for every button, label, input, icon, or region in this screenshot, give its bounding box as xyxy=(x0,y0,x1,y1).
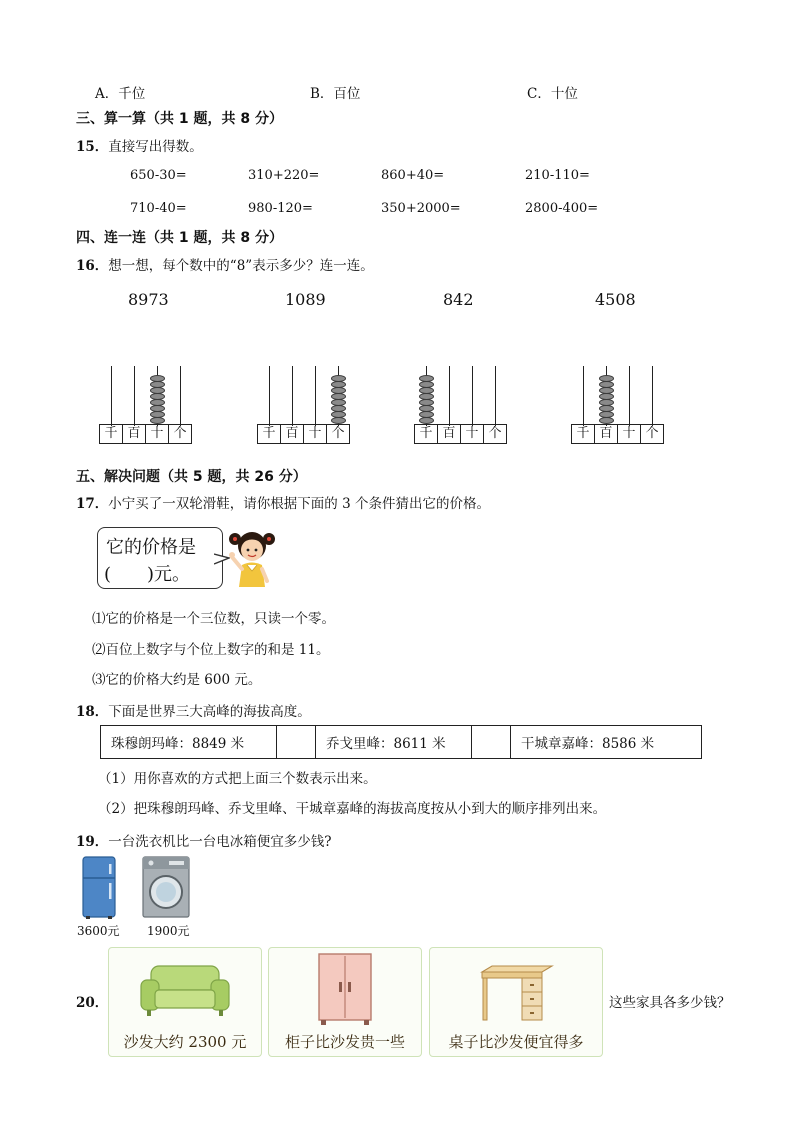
q20-question: 这些家具各多少钱？ xyxy=(609,995,731,1011)
desk-caption: 桌子比沙发便宜得多 xyxy=(448,1033,584,1051)
place-label-hundreds: 百 xyxy=(594,424,618,444)
desk-card xyxy=(429,947,603,1057)
place-label-ones: 个 xyxy=(326,424,350,444)
q17-condition-2: ⑵百位上数字与个位上数字的和是 11。 xyxy=(92,642,330,658)
place-label-ones: 个 xyxy=(483,424,507,444)
peak-blank-cell[interactable] xyxy=(277,726,316,759)
abacus-bead xyxy=(331,375,346,382)
girl-illustration xyxy=(227,527,277,589)
abacus-bead xyxy=(331,411,346,418)
abacus-bead xyxy=(331,393,346,400)
desk-icon xyxy=(478,962,556,1022)
q16-text: 想一想，每个数中的“8”表示多少？连一连。 xyxy=(108,258,374,274)
calc-item: 2800-400= xyxy=(525,201,599,216)
number-8973[interactable]: 8973 xyxy=(128,290,169,309)
q19-text: 一台洗衣机比一台电冰箱便宜多少钱? xyxy=(108,834,332,850)
abacus-rod xyxy=(495,366,496,426)
abacus-bead xyxy=(150,381,165,388)
number-1089[interactable]: 1089 xyxy=(285,290,326,309)
abacus-bead xyxy=(419,399,434,406)
calc-item: 310+220= xyxy=(248,168,320,183)
abacus-bead xyxy=(419,393,434,400)
q15-number: 15． xyxy=(76,139,109,155)
abacus-bead xyxy=(599,375,614,382)
abacus-rod xyxy=(583,366,584,426)
place-label-thousands: 千 xyxy=(571,424,595,444)
calc-item: 650-30= xyxy=(130,168,187,183)
q18-number: 18． xyxy=(76,704,109,720)
abacus-bead xyxy=(331,387,346,394)
abacus-ones[interactable] xyxy=(258,366,350,446)
abacus-bead xyxy=(150,411,165,418)
fridge-price: 3600元 xyxy=(77,924,120,938)
place-label-tens: 十 xyxy=(145,424,169,444)
place-label-tens: 十 xyxy=(303,424,327,444)
q16-stem xyxy=(76,254,374,274)
abacus-rod xyxy=(449,366,450,426)
peak-blank-cell[interactable] xyxy=(472,726,511,759)
place-label-thousands: 千 xyxy=(414,424,438,444)
q17-number: 17． xyxy=(76,496,109,512)
abacus-rod xyxy=(292,366,293,426)
abacus-bead xyxy=(419,375,434,382)
washing-machine-icon xyxy=(141,856,191,920)
speech-bubble xyxy=(97,527,223,589)
abacus-rod xyxy=(111,366,112,426)
abacus-rod xyxy=(315,366,316,426)
abacus-bead xyxy=(419,417,434,424)
place-label-thousands: 千 xyxy=(99,424,123,444)
abacus-bead xyxy=(599,399,614,406)
place-label-ones: 个 xyxy=(640,424,664,444)
speech-line-2: ( )元。 xyxy=(104,564,191,585)
abacus-bead xyxy=(419,381,434,388)
abacus-bead xyxy=(599,387,614,394)
abacus-tens[interactable] xyxy=(100,366,192,446)
q20-number xyxy=(76,991,108,1011)
abacus-bead xyxy=(150,405,165,412)
option-a: A．千位 xyxy=(95,86,146,102)
abacus-bead xyxy=(150,375,165,382)
sofa-card xyxy=(108,947,262,1057)
abacus-bead xyxy=(331,381,346,388)
washer-price: 1900元 xyxy=(147,924,190,938)
q17-condition-3: ⑶它的价格大约是 600 元。 xyxy=(92,672,262,688)
q17-condition-1: ⑴它的价格是一个三位数，只读一个零。 xyxy=(92,611,335,627)
option-b: B．百位 xyxy=(310,86,361,102)
q18-text: 下面是世界三大高峰的海拔高度。 xyxy=(108,704,311,720)
q15-text: 直接写出得数。 xyxy=(108,139,203,155)
q18-sub-2: （2）把珠穆朗玛峰、乔戈里峰、干城章嘉峰的海拔高度按从小到大的顺序排列出来。 xyxy=(98,801,607,817)
q17-stem xyxy=(76,492,490,512)
q19-stem xyxy=(76,830,332,850)
abacus-rod xyxy=(269,366,270,426)
abacus-bead xyxy=(331,417,346,424)
abacus-thousands[interactable] xyxy=(415,366,507,446)
q20-number-text: 20． xyxy=(76,995,109,1011)
speech-line-1: 它的价格是 xyxy=(106,537,196,558)
abacus-rod xyxy=(134,366,135,426)
sofa-caption: 沙发大约 2300 元 xyxy=(123,1033,247,1051)
abacus-bead xyxy=(599,411,614,418)
place-label-tens: 十 xyxy=(460,424,484,444)
cabinet-caption: 柜子比沙发贵一些 xyxy=(284,1033,405,1051)
cabinet-card xyxy=(268,947,422,1057)
place-label-tens: 十 xyxy=(617,424,641,444)
q18-stem xyxy=(76,700,311,720)
calc-item: 860+40= xyxy=(381,168,445,183)
peaks-table xyxy=(100,725,702,759)
option-c: C．十位 xyxy=(527,86,578,102)
abacus-rod xyxy=(472,366,473,426)
q19-number: 19． xyxy=(76,834,109,850)
peak-k2: 乔戈里峰：8611 米 xyxy=(316,726,472,759)
number-842[interactable]: 842 xyxy=(443,290,474,309)
abacus-bead xyxy=(331,405,346,412)
abacus-rod xyxy=(180,366,181,426)
q16-number: 16． xyxy=(76,258,109,274)
place-label-hundreds: 百 xyxy=(437,424,461,444)
q18-sub-1: （1）用你喜欢的方式把上面三个数表示出来。 xyxy=(98,771,377,787)
abacus-bead xyxy=(599,381,614,388)
place-label-ones: 个 xyxy=(168,424,192,444)
section-5-title: 五、解决问题（共 5 题，共 26 分） xyxy=(76,469,307,485)
abacus-bead xyxy=(599,393,614,400)
place-label-hundreds: 百 xyxy=(122,424,146,444)
q15-stem xyxy=(76,135,203,155)
calc-item: 710-40= xyxy=(130,201,187,216)
abacus-bead xyxy=(419,405,434,412)
calc-item: 980-120= xyxy=(248,201,313,216)
abacus-rod xyxy=(652,366,653,426)
abacus-bead xyxy=(599,405,614,412)
place-label-hundreds: 百 xyxy=(280,424,304,444)
peak-everest: 珠穆朗玛峰：8849 米 xyxy=(101,726,277,759)
abacus-bead xyxy=(150,393,165,400)
abacus-bead xyxy=(419,387,434,394)
sofa-icon xyxy=(139,962,231,1018)
q17-text: 小宁买了一双轮滑鞋，请你根据下面的 3 个条件猜出它的价格。 xyxy=(108,496,490,512)
abacus-hundreds[interactable] xyxy=(572,366,664,446)
number-4508[interactable]: 4508 xyxy=(595,290,636,309)
calc-item: 350+2000= xyxy=(381,201,461,216)
place-label-thousands: 千 xyxy=(257,424,281,444)
abacus-bead xyxy=(150,387,165,394)
section-4-title: 四、连一连（共 1 题，共 8 分） xyxy=(76,230,283,246)
section-3-title: 三、算一算（共 1 题，共 8 分） xyxy=(76,111,283,127)
abacus-bead xyxy=(150,417,165,424)
cabinet-icon xyxy=(315,952,375,1026)
calc-item: 210-110= xyxy=(525,168,590,183)
abacus-bead xyxy=(419,411,434,418)
peak-kangchenjunga: 干城章嘉峰：8586 米 xyxy=(511,726,702,759)
abacus-bead xyxy=(150,399,165,406)
abacus-bead xyxy=(331,399,346,406)
fridge-icon xyxy=(80,856,118,920)
abacus-bead xyxy=(599,417,614,424)
abacus-rod xyxy=(629,366,630,426)
